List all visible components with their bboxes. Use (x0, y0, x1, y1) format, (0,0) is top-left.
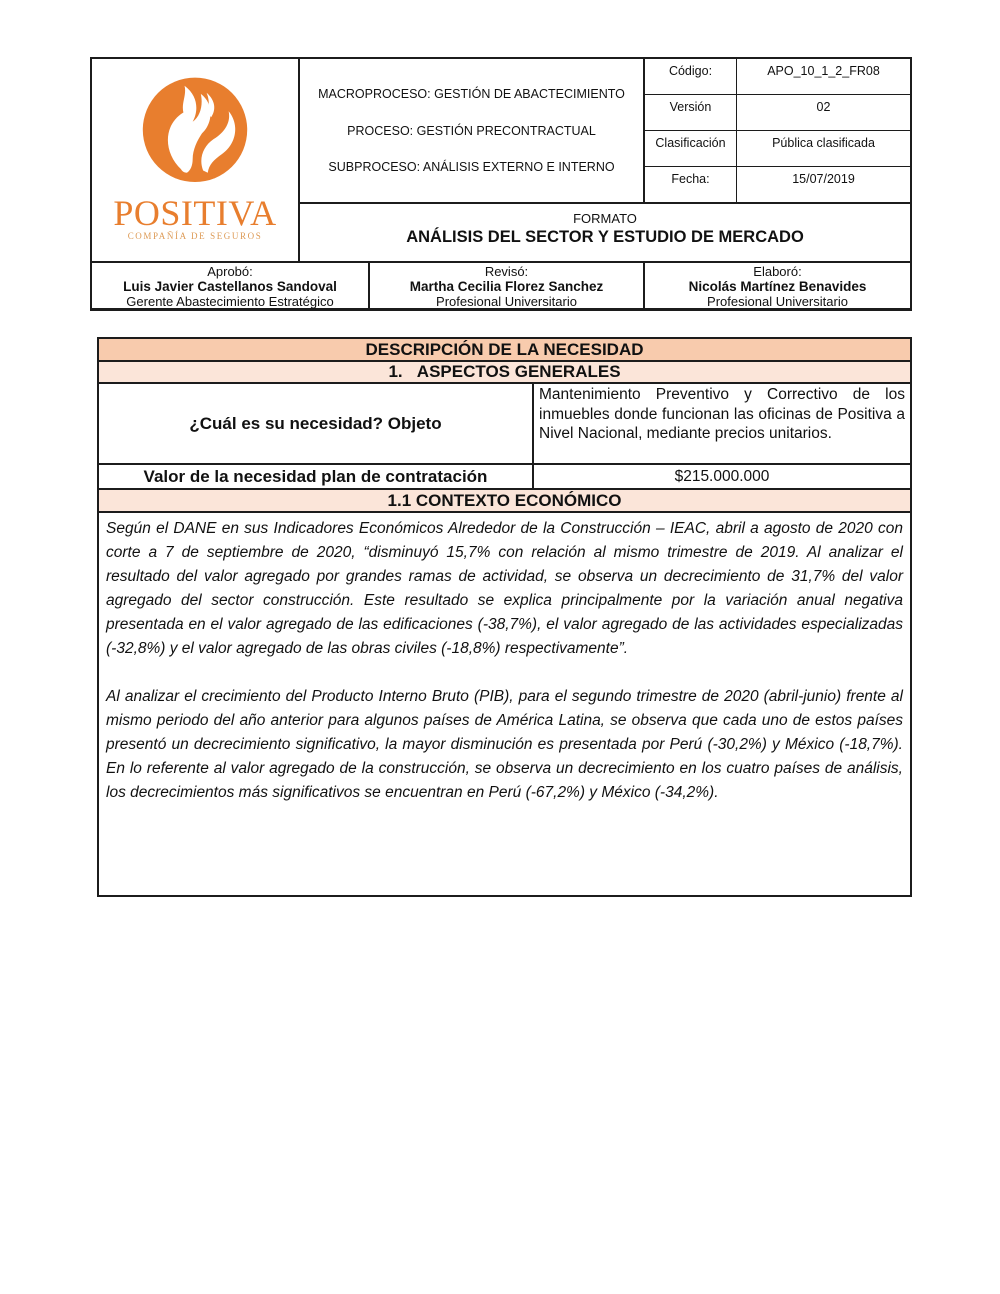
section-header-contexto-economico: 1.1 CONTEXTO ECONÓMICO (99, 490, 910, 513)
signature-name: Nicolás Martínez Benavides (688, 279, 867, 294)
contract-value-amount: $215.000.000 (674, 468, 770, 485)
signature-title: Profesional Universitario (707, 294, 848, 309)
subproceso-line: SUBPROCESO: ANÁLISIS EXTERNO E INTERNO (328, 159, 615, 174)
economic-paragraph-1: Según el DANE en sus Indicadores Económicos Alrededor de la Construcción – IEAC, abril a agosto de 2020 con corte a 7 de septiembre de 2020, “disminuyó 15,7% con relación al mismo trimestre de 2019. Al analizar el resultado del valor agregado por grandes ramas de actividad, se observa un decrecimiento de 31,7% del valor agregado del sector construcción. Este resultado se explica principalmente por la variación anual negativa presentada en el valor agregado de las edificaciones (-38,7%), el valor agregado de las actividades especializadas (-32,8%) y el valor agregado de las obras civiles (-18,8%) respectivamente”. (106, 520, 903, 657)
format-title-cell (300, 204, 910, 261)
need-text: Mantenimiento Preventivo y Correctivo de los inmuebles donde funcionan las oficinas de Positiva a Nivel Nacional, mediante precios unitarios. (539, 386, 905, 442)
signature-name: Martha Cecilia Florez Sanchez (409, 279, 604, 294)
codigo-value: APO_10_1_2_FR08 (767, 64, 880, 78)
document-title: ANÁLISIS DEL SECTOR Y ESTUDIO DE MERCADO (406, 228, 804, 246)
need-label: ¿Cuál es su necesidad? Objeto (99, 384, 534, 463)
signature-role: Revisó: (484, 264, 529, 279)
version-value: 02 (816, 100, 831, 114)
signature-role: Aprobó: (207, 264, 253, 279)
meta-row-version (645, 95, 910, 131)
section-header-aspectos-generales: 1. ASPECTOS GENERALES (99, 362, 910, 384)
contract-value-label: Valor de la necesidad plan de contratación (99, 465, 534, 488)
signature-name: Luis Javier Castellanos Sandoval (123, 279, 337, 294)
fecha-value: 15/07/2019 (792, 172, 855, 186)
signature-aprobo (92, 263, 370, 308)
process-cell (300, 59, 645, 202)
section-header-descripcion: DESCRIPCIÓN DE LA NECESIDAD (99, 339, 910, 362)
economic-context-body (99, 513, 910, 895)
brand-tagline: COMPAÑÍA DE SEGUROS (127, 231, 263, 241)
document-header-table (90, 57, 912, 311)
description-table (97, 337, 912, 897)
fecha-label: Fecha: (645, 167, 737, 202)
logo-cell (92, 59, 300, 261)
meta-row-fecha (645, 167, 910, 202)
signature-reviso (370, 263, 645, 308)
positiva-logo-icon (136, 73, 254, 194)
proceso-line: PROCESO: GESTIÓN PRECONTRACTUAL (347, 123, 596, 138)
signature-title: Profesional Universitario (436, 294, 577, 309)
version-label: Versión (645, 95, 737, 130)
macroproceso-line: MACROPROCESO: GESTIÓN DE ABACTECIMIENTO (318, 87, 625, 102)
meta-row-clasificacion (645, 131, 910, 167)
signature-role: Elaboró: (753, 264, 802, 279)
clasificacion-label: Clasificación (645, 131, 737, 166)
need-row (99, 384, 910, 465)
format-label: FORMATO (573, 211, 637, 226)
meta-row-codigo (645, 59, 910, 95)
signatures-row (92, 261, 910, 308)
signature-elaboro (645, 263, 910, 308)
brand-wordmark: POSITIVA (113, 193, 277, 233)
document-meta (645, 59, 910, 202)
codigo-label: Código: (645, 59, 737, 94)
economic-paragraph-2: Al analizar el crecimiento del Producto Interno Bruto (PIB), para el segundo trimestre de 2020 (abril-junio) frente al mismo periodo del año anterior para algunos países de América Latina, se observa que cada uno de estos países presentó un decrecimiento significativo, la mayor disminución es presentada por Perú (-30,2%) y México (-18,7%). En lo referente al valor agregado de la construcción, se observa un decrecimiento en los cuatro países de análisis, los decrecimientos más significativos se encuentran en Perú (-67,2%) y México (-34,2%). (106, 688, 903, 801)
signature-title: Gerente Abastecimiento Estratégico (126, 294, 334, 309)
value-row (99, 465, 910, 490)
clasificacion-value: Pública clasificada (772, 136, 875, 150)
